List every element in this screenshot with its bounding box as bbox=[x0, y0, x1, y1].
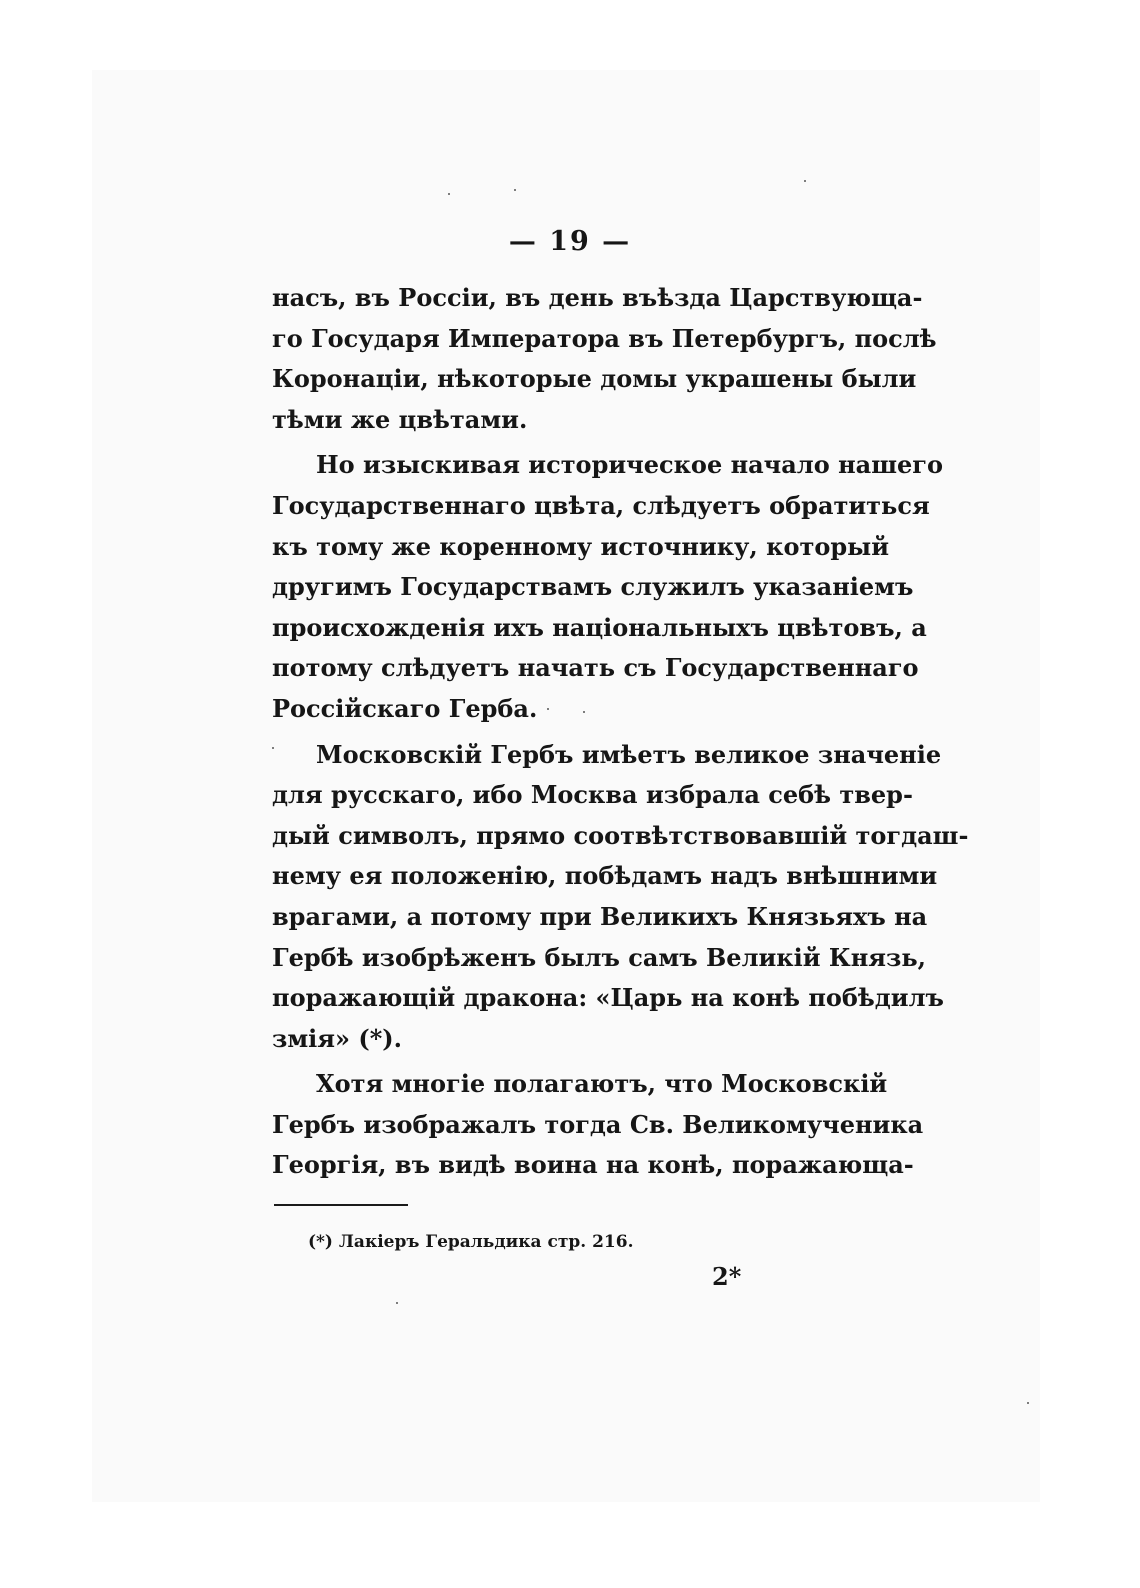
text-line: поражающій дракона: «Царь на конѣ побѣдилъ bbox=[272, 983, 944, 1013]
page-number: — 19 — bbox=[508, 226, 632, 257]
text-line: Гербѣ изобрѣженъ былъ самъ Великій Князь, bbox=[272, 942, 926, 972]
text-line: къ тому же коренному источнику, который bbox=[272, 531, 889, 561]
text-line: насъ, въ Россіи, въ день въѣзда Царствующа- bbox=[272, 283, 923, 312]
footnote: (*) Лакіеръ Геральдика стр. 216. bbox=[308, 1232, 634, 1252]
paragraph-3 bbox=[272, 735, 969, 1060]
text-line: Коронаціи, нѣкоторые домы украшены были bbox=[272, 364, 917, 394]
text-line: Государственнаго цвѣта, слѣдуетъ обратиться bbox=[272, 490, 930, 520]
scan-speck bbox=[583, 711, 585, 713]
paragraph-1 bbox=[272, 278, 937, 440]
paragraph-2 bbox=[272, 445, 943, 729]
scan-speck bbox=[804, 180, 806, 182]
text-line: другимъ Государствамъ служилъ указаніемъ bbox=[272, 572, 914, 602]
text-line: змія» (*). bbox=[272, 1023, 402, 1053]
text-line: нему ея положенію, побѣдамъ надъ внѣшними bbox=[272, 861, 938, 891]
scan-speck bbox=[1027, 1402, 1029, 1404]
text-line: врагами, а потому при Великихъ Князьяхъ на bbox=[272, 901, 928, 931]
text-line: Георгія, въ видѣ воина на конѣ, поражающа- bbox=[272, 1150, 914, 1180]
text-line: дый символъ, прямо соотвѣтствовавшій тогдаш- bbox=[272, 820, 969, 850]
scan-speck bbox=[448, 193, 450, 195]
text-line: для русскаго, ибо Москва избрала себѣ твер- bbox=[272, 780, 913, 810]
text-line: Гербъ изображалъ тогда Св. Великомученика bbox=[272, 1109, 924, 1139]
body-text bbox=[272, 278, 969, 1191]
text-line: Хотя многіе полагаютъ, что Московскій bbox=[316, 1069, 888, 1099]
text-line: Но изыскивая историческое начало нашего bbox=[316, 450, 943, 480]
scan-speck bbox=[396, 1302, 398, 1304]
text-line: Московскій Гербъ имѣетъ великое значеніе bbox=[316, 739, 942, 769]
scan-speck bbox=[514, 189, 516, 191]
scan-speck bbox=[547, 708, 549, 710]
text-line: потому слѣдуетъ начать съ Государственнаго bbox=[272, 653, 919, 683]
text-line: происхожденія ихъ національныхъ цвѣтовъ, а bbox=[272, 612, 927, 642]
paragraph-4 bbox=[272, 1064, 924, 1186]
text-line: Россійскаго Герба. bbox=[272, 693, 538, 723]
text-line: го Государя Императора въ Петербургъ, послѣ bbox=[272, 323, 937, 353]
scan-speck bbox=[272, 747, 274, 749]
footnote-separator bbox=[274, 1204, 408, 1206]
text-line: тѣми же цвѣтами. bbox=[272, 404, 528, 434]
signature-mark: 2* bbox=[712, 1262, 742, 1291]
